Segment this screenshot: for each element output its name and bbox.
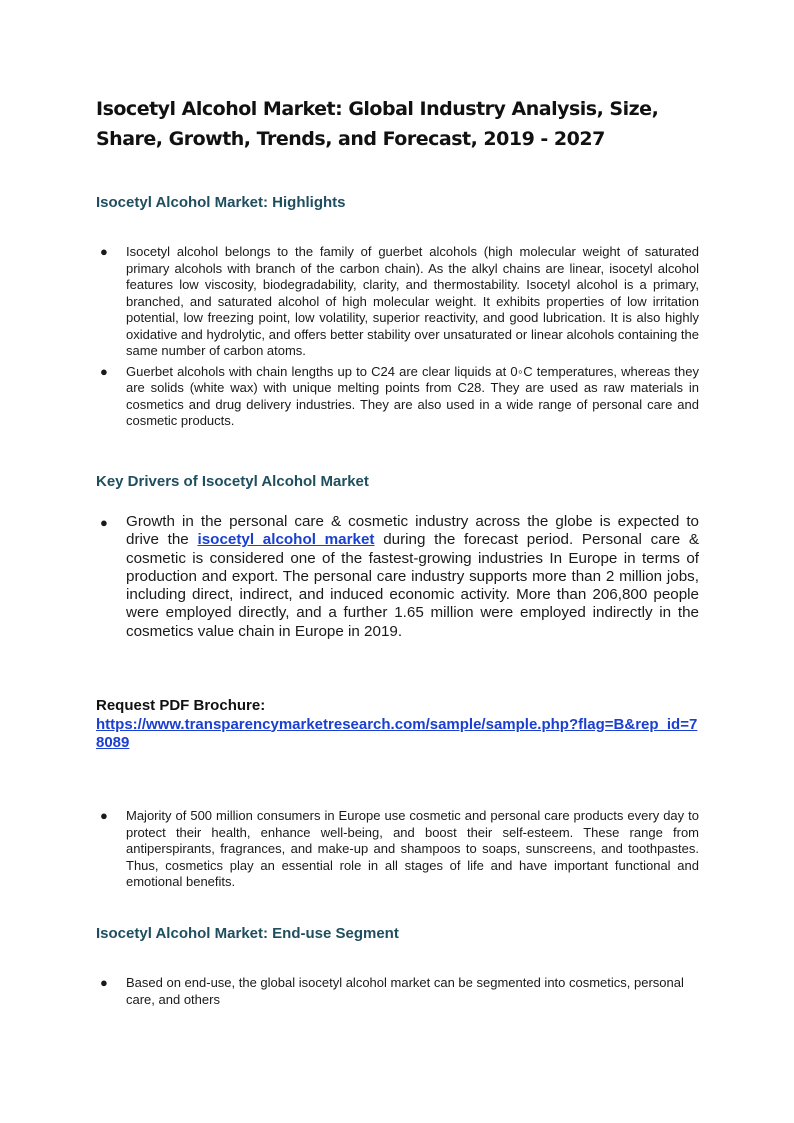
list-item	[96, 975, 699, 1008]
key-drivers-list	[96, 513, 699, 641]
list-item	[96, 808, 699, 891]
isocetyl-alcohol-market-link[interactable]: isocetyl alcohol market	[197, 531, 375, 549]
bullet-text-after-link: during the forecast period. Personal care & cosmetic is considered one of the fastest-growing industries In Europe in terms of production and export. The personal care industry supports more than 2 million jobs, including direct, indirect, and induced economic activity. More than 206,800 people were employed directly, and a further 1.65 million were employed indirectly in the cosmetics value chain in Europe in 2019.	[126, 531, 699, 640]
request-pdf-link[interactable]: https://www.transparencymarketresearch.com/sample/sample.php?flag=B&rep_id=78089	[96, 715, 698, 751]
section-heading-highlights: Isocetyl Alcohol Market: Highlights	[96, 194, 346, 211]
consumers-list	[96, 808, 699, 891]
bullet-icon: ●	[100, 975, 108, 990]
bullet-text: Based on end-use, the global isocetyl alcohol market can be segmented into cosmetics, personal care, and others	[126, 975, 684, 1007]
page-title: Isocetyl Alcohol Market: Global Industry Analysis, Size, Share, Growth, Trends, and Forecast, 2019 - 2027	[96, 98, 659, 150]
section-heading-key-drivers: Key Drivers of Isocetyl Alcohol Market	[96, 473, 369, 490]
request-pdf-label: Request PDF Brochure:	[96, 697, 266, 714]
section-heading-end-use: Isocetyl Alcohol Market: End-use Segment	[96, 925, 399, 942]
bullet-icon: ●	[100, 244, 108, 259]
bullet-icon: ●	[100, 515, 108, 530]
bullet-icon: ●	[100, 363, 108, 379]
bullet-icon: ●	[100, 808, 108, 823]
list-item	[96, 364, 699, 430]
highlights-list	[96, 244, 699, 430]
list-item	[96, 513, 699, 641]
list-item	[96, 244, 699, 360]
bullet-text: Isocetyl alcohol belongs to the family of guerbet alcohols (high molecular weight of saturated primary alcohols with branch of the carbon chain). As the alkyl chains are linear, isocetyl alcohol features low viscosity, biodegradability, clarity, and thermostability. Isocetyl alcohol is a primary, branched, and saturated alcohol of high molecular weight. It exhibits properties of low irritation potential, low freezing point, low volatility, superior reactivity, and good lubrication. It is also highly oxidative and hydrolytic, and offers better stability over unsaturated or linear alcohols containing the same number of carbon atoms.	[126, 244, 699, 358]
request-pdf-block	[96, 697, 699, 753]
bullet-text-before-link: Growth in the personal care & cosmetic industry across the globe is expected to drive the	[126, 513, 699, 549]
bullet-text: Guerbet alcohols with chain lengths up to C24 are clear liquids at 0◦C temperatures, whereas they are solids (white wax) with unique melting points from C28. They are used as raw materials in cosmetics and drug delivery industries. They are also used in a wide range of personal care and cosmetic products.	[126, 363, 699, 428]
bullet-text: Majority of 500 million consumers in Europe use cosmetic and personal care products every day to protect their health, enhance well-being, and boost their self-esteem. These range from antiperspirants, fragrances, and make-up and shampoos to soaps, sunscreens, and toothpastes. Thus, cosmetics play an essential role in all stages of life and have important functional and emotional benefits.	[126, 808, 699, 889]
end-use-list	[96, 975, 699, 1008]
